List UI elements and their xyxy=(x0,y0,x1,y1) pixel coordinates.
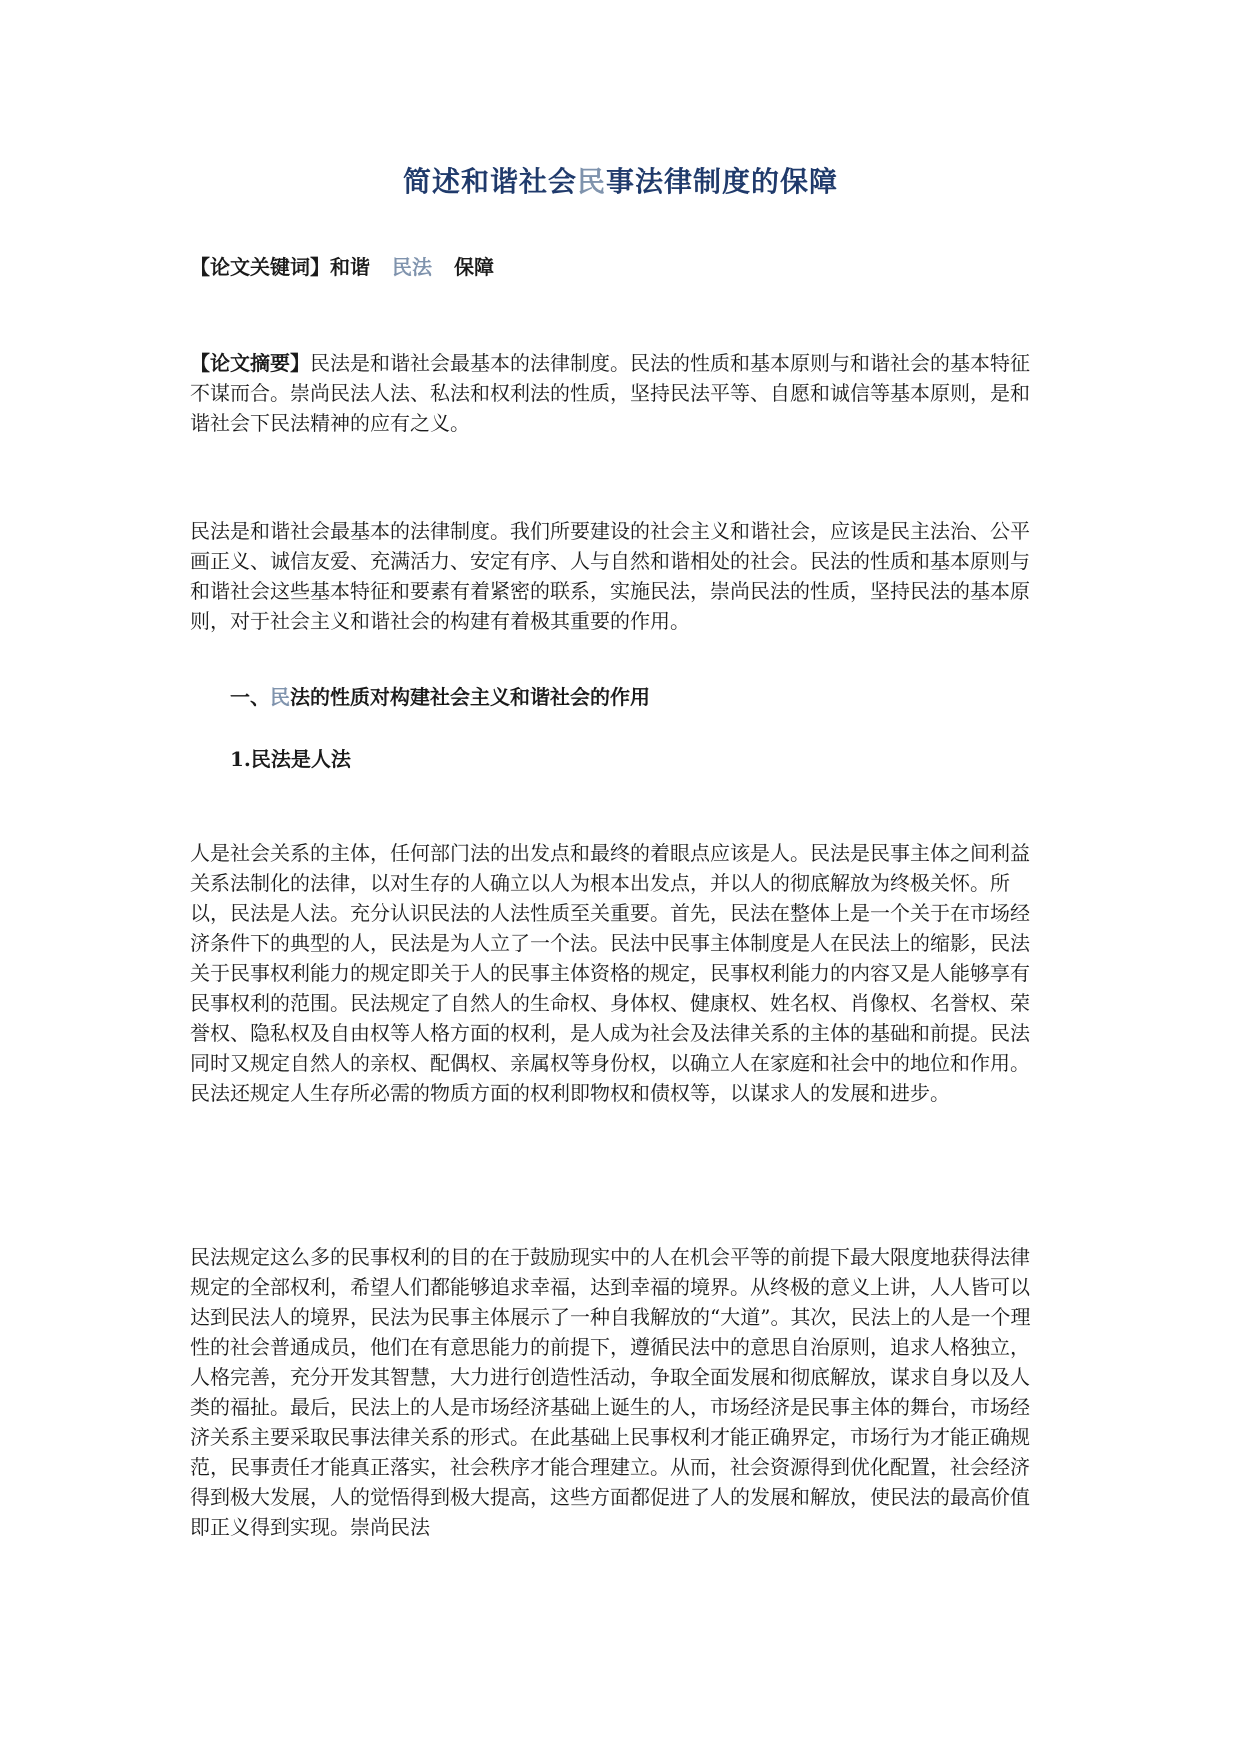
body-paragraph-3: 民法规定这么多的民事权利的目的在于鼓励现实中的人在机会平等的前提下最大限度地获得法律规定的全部权利，希望人们都能够追求幸福，达到幸福的境界。从终极的意义上讲，人人皆可以达到民法人的境界，民法为民事主体展示了一种自我解放的“大道”。其次，民法上的人是一个理性的社会普通成员，他们在有意思能力的前提下，遵循民法中的意思自治原则，追求人格独立，人格完善，充分开发其智慧，大力进行创造性活动，争取全面发展和彻底解放，谋求自身以及人类的福扯。最后，民法上的人是市场经济基础上诞生的人，市场经济是民事主体的舞台，市场经济关系主要采取民事法律关系的形式。在此基础上民事权利才能正确界定，市场行为才能正确规范，民事责任才能真正落实，社会秩序才能合理建立。从而，社会资源得到优化配置，社会经济得到极大发展，人的觉悟得到极大提高，这些方面都促进了人的发展和解放，使民法的最高价值即正义得到实现。崇尚民法 xyxy=(190,1245,1031,1539)
section-prefix: 一、 xyxy=(230,685,270,709)
section-highlight: 民 xyxy=(270,685,290,709)
body-paragraph-2: 人是社会关系的主体，任何部门法的出发点和最终的着眼点应该是人。民法是民事主体之间利益关系法制化的法律，以对生存的人确立以人为根本出发点，并以人的彻底解放为终极关怀。所以，民法是人法。充分认识民法的人法性质至关重要。首先，民法在整体上是一个关于在市场经济条件下的典型的人，民法是为人立了一个法。民法中民事主体制度是人在民法上的缩影，民法关于民事权利能力的规定即关于人的民事主体资格的规定，民事权利能力的内容又是人能够享有民事权利的范围。民法规定了自然人的生命权、身体权、健康权、姓名权、肖像权、名誉权、荣誉权、隐私权及自由权等人格方面的权利，是人成为社会及法律关系的主体的基础和前提。民法同时又规定自然人的亲权、配偶权、亲属权等身份权，以确立人在家庭和社会中的地位和作用。民法还规定人生存所必需的物质方面的权利即物权和债权等，以谋求人的发展和进步。 xyxy=(190,841,1030,1105)
body-paragraph-1: 民法是和谐社会最基本的法律制度。我们所要建设的社会主义和谐社会，应该是民主法治、公平画正义、诚信友爱、充满活力、安定有序、人与自然和谐相处的社会。民法的性质和基本原则与和谐社会这些基本特征和要素有着紧密的联系，实施民法，崇尚民法的性质，坚持民法的基本原则，对于社会主义和谐社会的构建有着极其重要的作用。 xyxy=(190,519,1030,633)
keyword-item: 保障 xyxy=(454,255,494,279)
section-heading-1 xyxy=(230,682,650,712)
document-title xyxy=(0,162,1241,202)
title-post: 事法律制度的保障 xyxy=(606,165,839,198)
title-pre: 简述和谐社会 xyxy=(402,165,577,198)
abstract-text: 民法是和谐社会最基本的法律制度。民法的性质和基本原则与和谐社会的基本特征不谋而合。崇尚民法人法、私法和权利法的性质，坚持民法平等、自愿和诚信等基本原则，是和谐社会下民法精神的应有之义。 xyxy=(190,351,1030,435)
keywords-label: 【论文关键词】 xyxy=(190,255,330,279)
keywords-line xyxy=(190,252,1048,282)
title-highlight: 民 xyxy=(576,165,606,198)
keyword-item: 民法 xyxy=(392,255,432,279)
section-rest: 法的性质对构建社会主义和谐社会的作用 xyxy=(290,685,650,709)
abstract-label: 【论文摘要】 xyxy=(190,351,310,375)
keyword-item: 和谐 xyxy=(330,255,370,279)
abstract-paragraph xyxy=(190,348,1048,438)
subsection-heading-1: 1.民法是人法 xyxy=(230,747,351,771)
